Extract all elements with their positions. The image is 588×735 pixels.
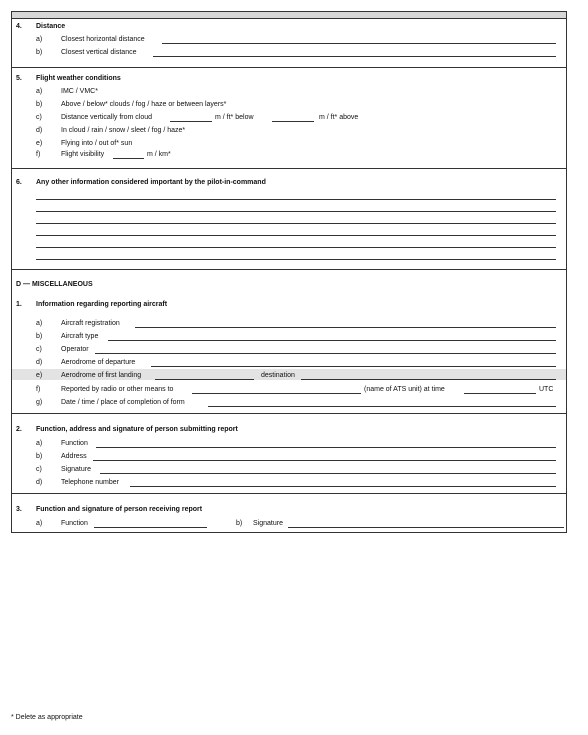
unit-label: m / ft* below [215, 114, 254, 121]
section-number: 1. [16, 301, 22, 308]
field-label: Aerodrome of departure [61, 359, 136, 366]
section-title: Any other information considered important by the pilot-in-command [36, 179, 266, 186]
item-label: c) [36, 114, 42, 121]
cloud-below-field[interactable] [170, 121, 212, 122]
field-label: In cloud / rain / snow / sleet / fog / haze* [61, 127, 186, 134]
other-info-line[interactable] [36, 235, 556, 236]
field-label: Closest horizontal distance [61, 36, 145, 43]
item-label: a) [36, 320, 43, 327]
field-label: Telephone number [61, 479, 119, 486]
receiver-signature-field[interactable] [288, 527, 564, 528]
field-label: Closest vertical distance [61, 49, 137, 56]
departure-aerodrome-field[interactable] [151, 366, 556, 367]
field-label: Function [61, 520, 88, 527]
completion-field[interactable] [208, 406, 556, 407]
item-label: f) [36, 386, 41, 393]
field-label: Operator [61, 346, 89, 353]
field-label: Flying into / out of* sun [61, 140, 133, 147]
field-label: (name of ATS unit) at time [364, 386, 445, 393]
other-info-line[interactable] [36, 247, 556, 248]
other-info-line[interactable] [36, 211, 556, 212]
other-info-line[interactable] [36, 199, 556, 200]
item-label: b) [36, 333, 43, 340]
section-divider [12, 168, 566, 169]
section-title: Distance [36, 23, 66, 30]
unit-label: UTC [539, 386, 554, 393]
submitter-signature-field[interactable] [100, 473, 556, 474]
operator-field[interactable] [95, 353, 556, 354]
section-divider [12, 269, 566, 270]
item-label: b) [36, 49, 43, 56]
item-label: a) [36, 88, 43, 95]
form-header-bar [12, 12, 566, 19]
section-divider [12, 493, 566, 494]
aircraft-type-field[interactable] [108, 340, 556, 341]
section-number: 3. [16, 506, 22, 513]
submitter-address-field[interactable] [93, 460, 556, 461]
item-label: b) [236, 520, 243, 527]
item-label: d) [36, 479, 43, 486]
field-label: Function [61, 440, 88, 447]
field-label: Signature [61, 466, 91, 473]
item-label: c) [36, 466, 42, 473]
field-label: Distance vertically from cloud [61, 114, 153, 121]
field-label: Aircraft registration [61, 320, 120, 327]
receiver-function-field[interactable] [94, 527, 207, 528]
section-divider [12, 67, 566, 68]
section-number: 2. [16, 426, 22, 433]
section-title: Information regarding reporting aircraft [36, 301, 168, 308]
item-label: f) [36, 151, 41, 158]
field-label: IMC / VMC* [61, 88, 98, 95]
report-time-field[interactable] [464, 393, 536, 394]
unit-label: m / ft* above [319, 114, 359, 121]
submitter-telephone-field[interactable] [130, 486, 556, 487]
field-label: Signature [253, 520, 283, 527]
item-label: a) [36, 520, 43, 527]
item-label: e) [36, 372, 43, 379]
item-label: b) [36, 101, 43, 108]
horizontal-distance-field[interactable] [162, 43, 556, 44]
item-label: d) [36, 359, 43, 366]
report-form [11, 11, 567, 533]
submitter-function-field[interactable] [96, 447, 556, 448]
aircraft-registration-field[interactable] [135, 327, 556, 328]
field-label: Aircraft type [61, 333, 99, 340]
section-number: 5. [16, 75, 22, 82]
section-divider [12, 413, 566, 414]
part-title: D — MISCELLANEOUS [16, 281, 93, 288]
cloud-above-field[interactable] [272, 121, 314, 122]
unit-label: m / km* [147, 151, 171, 158]
item-label: b) [36, 453, 43, 460]
ats-unit-field[interactable] [192, 393, 361, 394]
field-label: Reported by radio or other means to [61, 386, 174, 393]
other-info-line[interactable] [36, 259, 556, 260]
field-label: destination [261, 372, 295, 379]
footnote: * Delete as appropriate [11, 714, 83, 721]
item-label: a) [36, 440, 43, 447]
flight-visibility-field[interactable] [113, 158, 144, 159]
field-label: Flight visibility [61, 151, 105, 158]
item-label: e) [36, 140, 43, 147]
item-label: c) [36, 346, 42, 353]
first-landing-field[interactable] [155, 379, 254, 380]
field-label: Date / time / place of completion of form [61, 399, 185, 406]
destination-field[interactable] [301, 379, 556, 380]
vertical-distance-field[interactable] [153, 56, 556, 57]
field-label: Aerodrome of first landing [61, 372, 142, 379]
item-label: d) [36, 127, 43, 134]
field-label: Address [61, 453, 87, 460]
section-title: Function and signature of person receiving report [36, 506, 203, 513]
field-label: Above / below* clouds / fog / haze or between layers* [61, 101, 227, 108]
section-number: 6. [16, 179, 22, 186]
section-title: Flight weather conditions [36, 75, 121, 82]
section-title: Function, address and signature of person submitting report [36, 426, 238, 433]
item-label: a) [36, 36, 43, 43]
item-label: g) [36, 399, 43, 406]
other-info-line[interactable] [36, 223, 556, 224]
section-number: 4. [16, 23, 22, 30]
